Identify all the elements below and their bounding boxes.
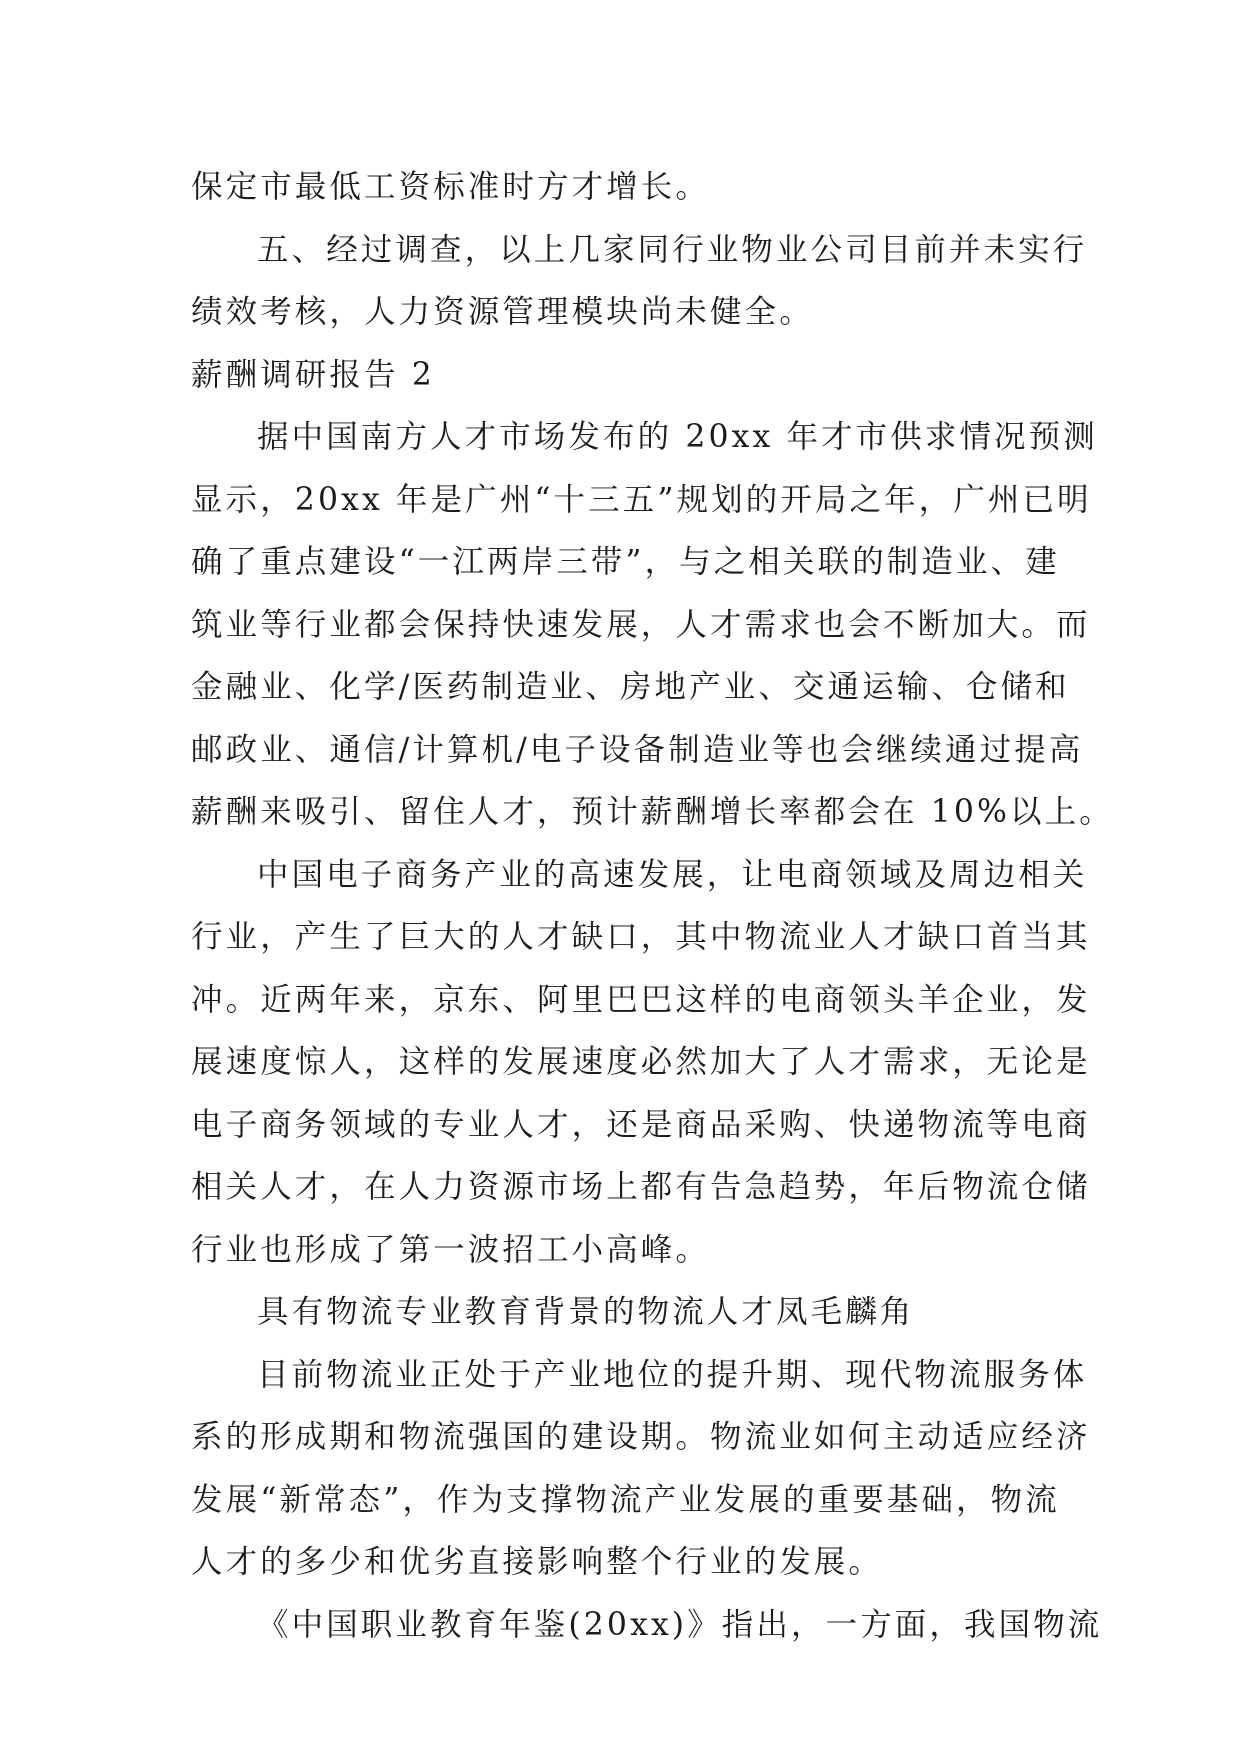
text-line: 绩效考核，人力资源管理模块尚未健全。 <box>191 294 814 330</box>
text-line: 《中国职业教育年鉴(20xx)》指出，一方面，我国物流 <box>257 1606 1103 1643</box>
text-line: 电子商务领域的专业人才，还是商品采购、快递物流等电商 <box>191 1106 1091 1143</box>
text-line: 筑业等行业都会保持快速发展，人才需求也会不断加大。而 <box>191 606 1091 643</box>
text-line: 展速度惊人，这样的发展速度必然加大了人才需求，无论是 <box>191 1044 1091 1080</box>
text-line: 人才的多少和优劣直接影响整个行业的发展。 <box>191 1544 884 1580</box>
subheading-line: 具有物流专业教育背景的物流人才凤毛麟角 <box>257 1294 915 1330</box>
text-line: 保定市最低工资标准时方才增长。 <box>191 169 711 205</box>
text-line: 系的形成期和物流强国的建设期。物流业如何主动适应经济 <box>191 1419 1091 1455</box>
text-line: 中国电子商务产业的高速发展，让电商领域及周边相关 <box>257 856 1088 893</box>
text-line: 行业，产生了巨大的人才缺口，其中物流业人才缺口首当其 <box>191 919 1091 955</box>
text-line: 五、经过调查，以上几家同行业物业公司目前并未实行 <box>257 231 1088 268</box>
text-line: 相关人才，在人力资源市场上都有告急趋势，年后物流仓储 <box>191 1169 1091 1205</box>
text-line: 据中国南方人才市场发布的 20xx 年才市供求情况预测 <box>257 419 1098 455</box>
document-body <box>191 156 1114 1656</box>
text-line: 金融业、化学/医药制造业、房地产业、交通运输、仓储和 <box>191 669 1070 705</box>
section-heading: 薪酬调研报告 2 <box>191 356 435 393</box>
text-line: 冲。近两年来，京东、阿里巴巴这样的电商领头羊企业，发 <box>191 981 1091 1018</box>
text-line: 薪酬来吸引、留住人才，预计薪酬增长率都会在 10%以上。 <box>191 794 1114 830</box>
text-line: 行业也形成了第一波招工小高峰。 <box>191 1231 711 1268</box>
text-line: 显示，20xx 年是广州“十三五”规划的开局之年，广州已明 <box>191 481 1092 518</box>
text-line: 邮政业、通信/计算机/电子设备制造业等也会继续通过提高 <box>191 731 1084 768</box>
text-line: 发展“新常态”，作为支撑物流产业发展的重要基础，物流 <box>191 1481 1060 1518</box>
text-line: 确了重点建设“一江两岸三带”，与之相关联的制造业、建 <box>191 544 1060 580</box>
text-line: 目前物流业正处于产业地位的提升期、现代物流服务体 <box>257 1356 1088 1393</box>
